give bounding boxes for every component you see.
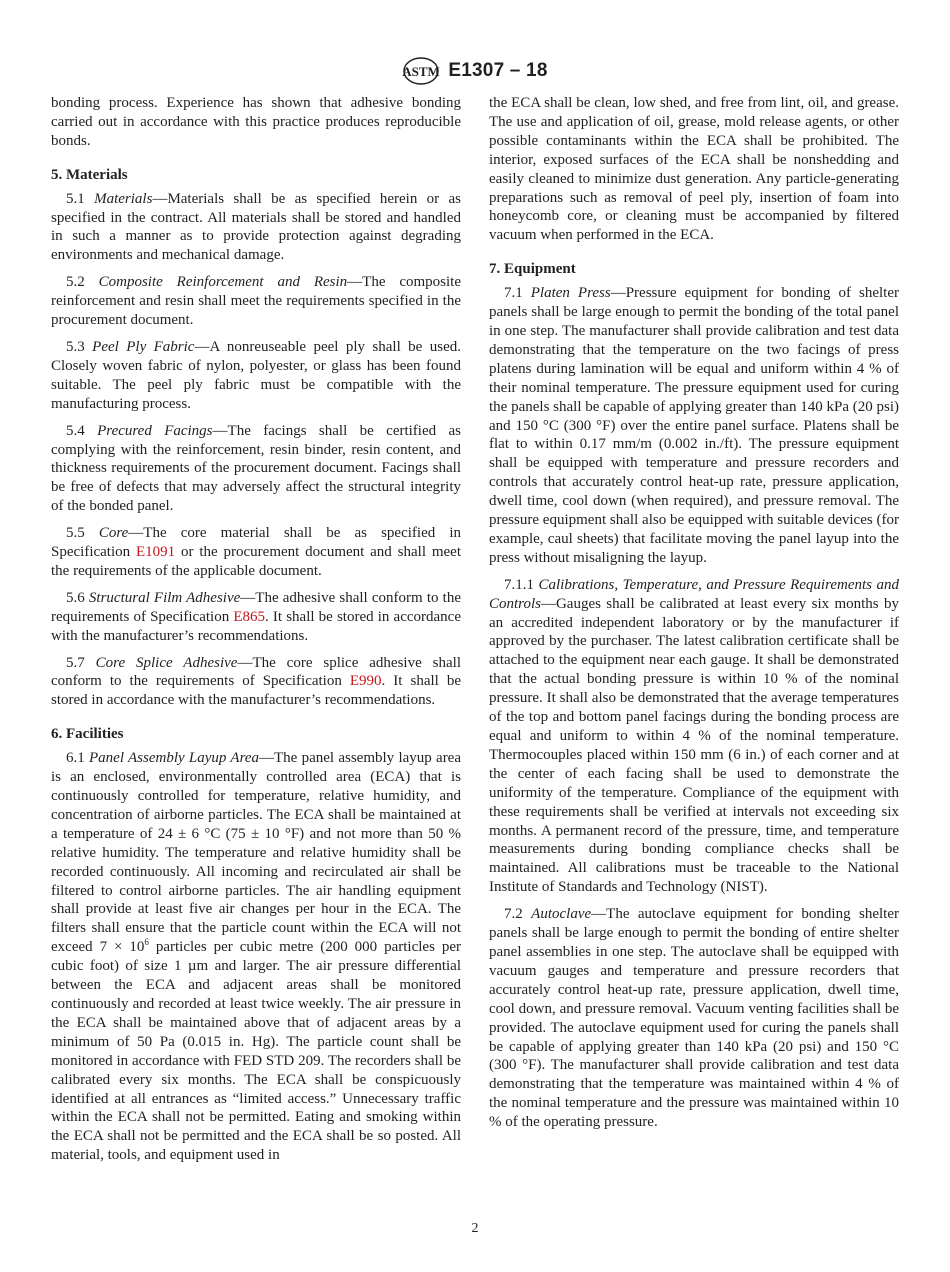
paragraph-5-1: 5.1 Materials—Materials shall be as specified herein or as specified in the contract. All materials shall be stored and handled in such a manner as to provide protection against degrading environments and mechanical damage.	[51, 190, 461, 264]
paragraph-5-2: 5.2 Composite Reinforcement and Resin—The composite reinforcement and resin shall meet the requirements specified in the procurement document.	[51, 274, 462, 329]
section-heading-facilities: 6. Facilities	[51, 726, 124, 743]
svg-text:ASTM: ASTM	[402, 64, 441, 79]
page-number: 2	[471, 1221, 479, 1236]
continued-paragraph: the ECA shall be clean, low shed, and free from lint, oil, and grease. The use and application of oil, grease, mold release agents, or other possible contaminants within the ECA shall be prohibited. The interior, exposed surfaces of the ECA shall be nonshedding and easily cleaned to minimize dust generation. Any particle-generating preparations such as removal of peel ply, insertion of foam into honeycomb core, or cleaning must be accompanied by filtered vacuum when performed in the ECA.	[489, 95, 899, 244]
paragraph-5-6: 5.6 Structural Film Adhesive—The adhesive shall conform to the requirements of Specification E865. It shall be stored in accordance with the manufacturer’s recommendations.	[51, 589, 462, 644]
paragraph-5-5: 5.5 Core—The core material shall be as specified in Specification E1091 or the procurement document and shall meet the requirements of the applicable document.	[51, 525, 461, 579]
paragraph-6-1: 6.1 Panel Assembly Layup Area—The panel assembly layup area is an enclosed, environmentally controlled area (ECA) that is continuously controlled for temperature, relative humidity, and concentration of airborne particles. The ECA shall be maintained at a temperature of 24 ± 6 °C (75 ± 10 °F) and not more than 50 % relative humidity. The temperature and relative humidity shall be recorded continuously. All incoming and recirculated air shall be filtered to control airborne particles. The air handling equipment shall provide at least five air changes per hour in the ECA. The filters shall ensure that the particle count within the ECA will not exceed $7 \times 10^6$ particles per cubic metre (200 000 particles per cubic foot) of size 1 µm and larger. The air pressure differential between the ECA and adjacent areas shall be monitored continuously and recorded at least twice weekly. The air pressure in the ECA shall be maintained above that of adjacent areas by a minimum of 50 Pa (0.015 in. Hg). The particle count shall be monitored in accordance with FED STD 209. The recorders shall be calibrated every six months. The ECA shall be conspicuously identified at all entrances as “limited access.” Unnecessary traffic within the ECA shall not be permitted. Eating and smoking within the ECA shall not be permitted and the ECA shall be so posted. All material, tools, and equipment used in	[51, 750, 462, 1164]
paragraph-7-1: 7.1 Platen Press—Pressure equipment for bonding of shelter panels shall be large enough to permit the bonding of the total panel in one step. The manufacturer shall provide calibration and test data demonstrating that the temperature on the two facings of press platens during lamination will be equal and uniform within 4 % of their nominal temperature. The pressure equipment used for curing the panels shall be capable of applying greater than 140 kPa (20 psi) and 150 °C (300 °F) over the entire panel surface. Platens shall be flat to within 0.17 mm/m (0.002 in./ft). The pressure equipment shall be equipped with temperature and pressure recorders and controls that accurately control heat-up rate, pressure application, dwell time, cool down (when required), and pressure removal. The pressure equipment shall also be equipped with suitable devices (for example, caul sheets) that facilitate moving the panel layup into the press without misaligning the layup.	[489, 285, 900, 566]
link-e990[interactable]: E990	[349, 673, 382, 690]
page-header	[0, 56, 950, 86]
link-e865[interactable]: E865	[233, 608, 266, 625]
left-column	[51, 94, 461, 1173]
intro-paragraph: bonding process. Experience has shown that adhesive bonding carried out in accordance with this practice produces reproducible bonds.	[51, 95, 461, 149]
paragraph-7-2: 7.2 Autoclave—The autoclave equipment for bonding shelter panels shall be large enough to permit the bonding of entire shelter panel assemblies in one step. The autoclave shall be equipped with vacuum gauges and temperature and pressure recorders that accurately control heat-up rate, pressure application, dwell time, cool down, and pressure removal. Vacuum venting facilities shall be provided. The autoclave equipment used for curing the panels shall be capable of applying greater than 140 kPa (20 psi) and 150 °C (300 °F). The manufacturer shall provide calibration and test data demonstrating that the temperature was maintained within 4 % of the nominal temperature and the pressure was maintained within 10 % of the operating pressure.	[489, 906, 899, 1131]
paragraph-7-1-1: 7.1.1 Calibrations, Temperature, and Pressure Requirements and Controls—Gauges shall be calibrated at least every six months by an accredited independent laboratory or by the manufacturer if approved by the purchaser. The latest calibration certificate shall be attached to the equipment near each gauge. It shall be demonstrated that the actual bonding pressure is within 10 % of the nominal pressure. It shall also be demonstrated that the average temperatures of the top and bottom panel facings during the bonding process are equal and uniform to within 4 % of the nominal temperature. Thermocouples placed within 150 mm (6 in.) of each corner and at the center of each facing shall be used to demonstrate the uniformity of the temperature. Compliance of the equipment with these requirements shall be verified at intervals not exceeding six months. A permanent record of the pressure, time, and temperature measurements during bonding compliance checks shall be maintained. All calibrations must be traceable to the National Institute of Standards and Technology (NIST).	[489, 576, 900, 896]
link-e1091[interactable]: E1091	[135, 544, 176, 561]
section-heading-equipment: 7. Equipment	[489, 261, 576, 278]
paragraph-5-4: 5.4 Precured Facings—The facings shall be certified as complying with the reinforcement, resin binder, resin content, and thickness requirements of the procurement document. Facings shall be free of defects that may adversely affect the structural integrity of the bonded panel.	[51, 422, 461, 515]
document-id: E1307 – 18	[448, 59, 548, 81]
paragraph-5-7: 5.7 Core Splice Adhesive—The core splice adhesive shall conform to the requirements of Specification E990. It shall be stored in accordance with the manufacturer’s recommendations.	[51, 654, 461, 709]
right-column	[489, 94, 899, 1140]
astm-logo-icon	[402, 56, 440, 86]
paragraph-5-3: 5.3 Peel Ply Fabric—A nonreuseable peel ply shall be used. Closely woven fabric of nylon, polyester, or glass has been found suitable. The peel ply fabric must be compatible with the manufacturing process.	[51, 338, 461, 412]
section-heading-materials: 5. Materials	[51, 166, 128, 183]
